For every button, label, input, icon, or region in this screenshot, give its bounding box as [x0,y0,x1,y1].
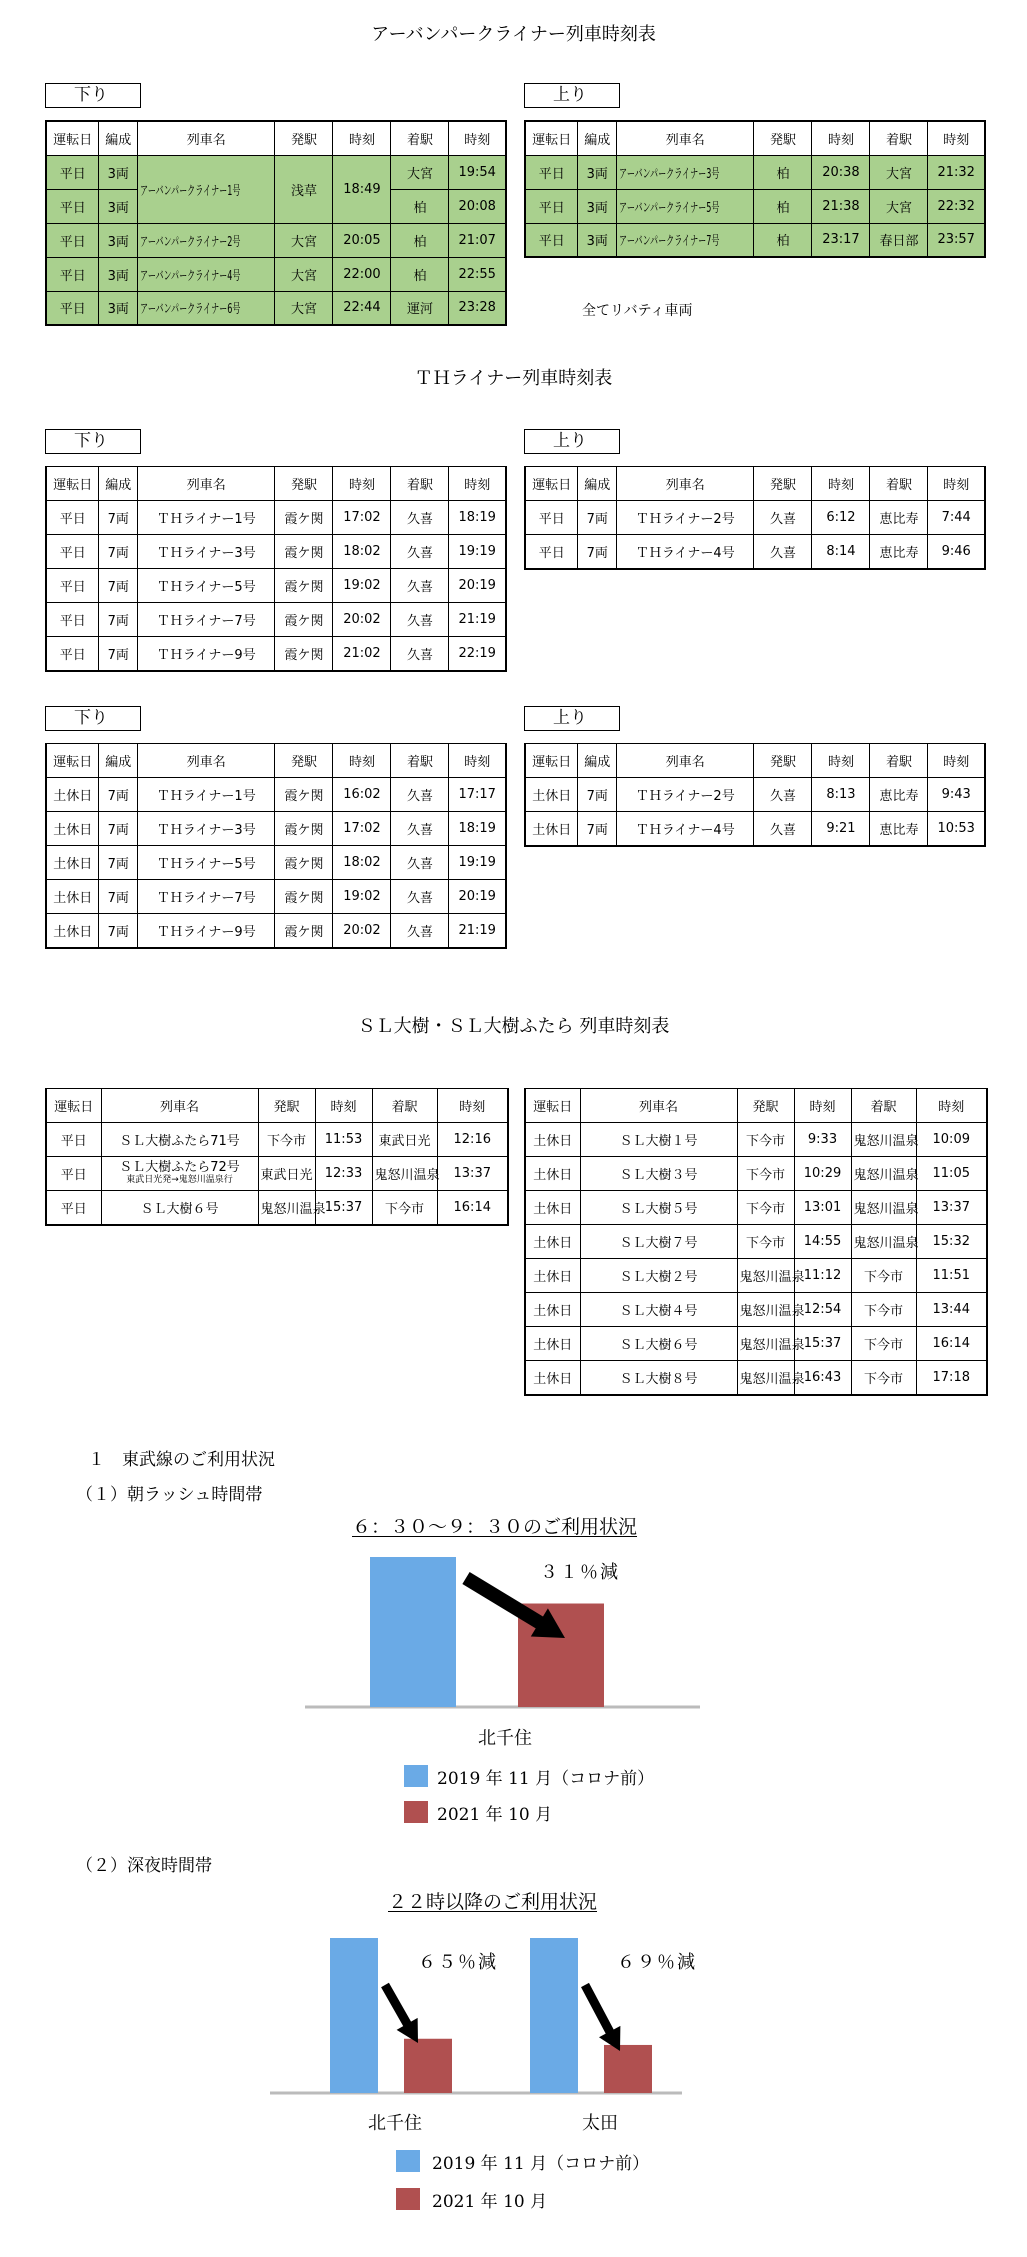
morning-subheading: （１）朝ラッシュ時間帯 [76,1485,263,1505]
th-holiday-up-table [524,743,986,847]
table-row: 平日 7両 ＴＨライナー3号 霞ケ関 18:02 久喜 19:19 [46,535,506,569]
urban-park-liner-title: アーバンパークライナー列車時刻表 [371,24,656,45]
table-row: 平日 3両 アーバンパークライナー6号 大宮 22:44 運河 23:28 [46,291,506,325]
table-header-row: 運転日 編成 列車名 発駅 時刻 着駅 時刻 [46,744,506,778]
table-row: 土休日 ＳＬ大樹２号 鬼怒川温泉 11:12 下今市 11:51 [525,1259,987,1293]
table-row: 土休日 ＳＬ大樹５号 下今市 13:01 鬼怒川温泉 13:37 [525,1191,987,1225]
table-header-row: 運転日 編成 列車名 発駅 時刻 着駅 時刻 [525,467,985,501]
table-header-row: 運転日 編成 列車名 発駅 時刻 着駅 時刻 [525,121,985,155]
bar-before-0 [370,1557,456,1707]
urban-park-down-table [45,120,507,326]
decrease-arrow-1 [581,1983,620,2051]
liberty-note: 全てリバティ車両 [582,303,693,319]
table-header-row: 運転日 列車名 発駅 時刻 着駅 時刻 [525,1089,987,1123]
table-row: 平日 7両 ＴＨライナー4号 久喜 8:14 恵比寿 9:46 [525,535,985,569]
table-row: 平日 7両 ＴＨライナー5号 霞ケ関 19:02 久喜 20:19 [46,569,506,603]
table-row: 土休日 ＳＬ大樹７号 下今市 14:55 鬼怒川温泉 15:32 [525,1225,987,1259]
table-row: 土休日 7両 ＴＨライナー3号 霞ケ関 17:02 久喜 18:19 [46,812,506,846]
table-row: 平日 3両 アーバンパークライナー1号 浅草 18:49 大宮 19:54 [46,155,506,189]
table-row: 平日 ＳＬ大樹ふたら72号 東武日光発→鬼怒川温泉行 東武日光 12:33 鬼怒川温泉 13:37 [46,1157,508,1191]
down-label: 下り [45,429,141,454]
table-row: 土休日 ＳＬ大樹８号 鬼怒川温泉 16:43 下今市 17:18 [525,1361,987,1395]
th-weekday-down-table [45,466,507,672]
table-row: 平日 3両 柏 20:08 [46,189,506,223]
category-label: 北千住 [368,2113,422,2134]
night-decrease-label-2: ６９％減 [617,1952,697,1973]
table-row: 土休日 ＳＬ大樹３号 下今市 10:29 鬼怒川温泉 11:05 [525,1157,987,1191]
table-row: 土休日 7両 ＴＨライナー7号 霞ケ関 19:02 久喜 20:19 [46,880,506,914]
urban-park-up-table [524,120,986,258]
th-weekday-up-table [524,466,986,570]
legend-label-before: 2019 年 11 月（コロナ前） [437,1769,655,1789]
decrease-arrow-0 [381,1983,418,2043]
table-row: 平日 7両 ＴＨライナー1号 霞ケ関 17:02 久喜 18:19 [46,501,506,535]
up-label: 上り [524,706,620,731]
table-row: 平日 7両 ＴＨライナー7号 霞ケ関 20:02 久喜 21:19 [46,603,506,637]
morning-decrease-label: ３１％減 [540,1562,620,1583]
bar-before-1 [530,1938,578,2093]
night-chart-title: ２２時以降のご利用状況 [388,1891,598,1913]
up-label: 上り [524,429,620,454]
category-label: 北千住 [478,1728,532,1749]
bar-after-1 [604,2045,652,2093]
legend-swatch-after [404,1801,428,1823]
table-row: 平日 3両 アーバンパークライナー3号 柏 20:38 大宮 21:32 [525,155,985,189]
table-row: 土休日 7両 ＴＨライナー1号 霞ケ関 16:02 久喜 17:17 [46,778,506,812]
table-row: 平日 3両 アーバンパークライナー2号 大宮 20:05 柏 21:07 [46,223,506,257]
up-label: 上り [524,83,620,108]
table-row: 土休日 7両 ＴＨライナー4号 久喜 9:21 恵比寿 10:53 [525,812,985,846]
category-label: 太田 [582,2113,618,2134]
down-label: 下り [45,83,141,108]
table-header-row: 運転日 編成 列車名 発駅 時刻 着駅 時刻 [46,467,506,501]
sl-holiday-table [524,1088,988,1396]
table-row: 土休日 ＳＬ大樹１号 下今市 9:33 鬼怒川温泉 10:09 [525,1123,987,1157]
table-row: 平日 3両 アーバンパークライナー7号 柏 23:17 春日部 23:57 [525,223,985,257]
morning-chart-title: ６：３０～９：３０のご利用状況 [352,1516,638,1538]
table-header-row: 運転日 編成 列車名 発駅 時刻 着駅 時刻 [46,121,506,155]
night-usage-chart [0,1925,1027,2115]
table-header-row: 運転日 列車名 発駅 時刻 着駅 時刻 [46,1089,508,1123]
table-row: 土休日 ＳＬ大樹６号 鬼怒川温泉 15:37 下今市 16:14 [525,1327,987,1361]
legend-swatch-after [396,2188,420,2210]
legend-label-after: 2021 年 10 月 [432,2192,548,2212]
table-row: 土休日 7両 ＴＨライナー5号 霞ケ関 18:02 久喜 19:19 [46,846,506,880]
table-row: 平日 ＳＬ大樹６号 鬼怒川温泉 15:37 下今市 16:14 [46,1191,508,1225]
table-row: 土休日 ＳＬ大樹４号 鬼怒川温泉 12:54 下今市 13:44 [525,1293,987,1327]
table-row: 平日 ＳＬ大樹ふたら71号 下今市 11:53 東武日光 12:16 [46,1123,508,1157]
legend-label-before: 2019 年 11 月（コロナ前） [432,2154,650,2174]
table-row: 土休日 7両 ＴＨライナー2号 久喜 8:13 恵比寿 9:43 [525,778,985,812]
sl-weekday-table [45,1088,509,1226]
usage-heading: １ 東武線のご利用状況 [88,1450,275,1470]
table-row: 平日 3両 アーバンパークライナー4号 大宮 22:00 柏 22:55 [46,257,506,291]
bar-after-0 [404,2039,452,2093]
legend-label-after: 2021 年 10 月 [437,1805,553,1825]
legend-swatch-before [396,2150,420,2172]
table-header-row: 運転日 編成 列車名 発駅 時刻 着駅 時刻 [525,744,985,778]
night-decrease-label-1: ６５％減 [418,1952,498,1973]
table-row: 平日 7両 ＴＨライナー9号 霞ケ関 21:02 久喜 22:19 [46,637,506,671]
table-row: 土休日 7両 ＴＨライナー9号 霞ケ関 20:02 久喜 21:19 [46,914,506,948]
bar-before-0 [330,1938,378,2093]
sl-taiju-title: ＳＬ大樹・ＳＬ大樹ふたら 列車時刻表 [357,1016,670,1037]
table-row: 平日 7両 ＴＨライナー2号 久喜 6:12 恵比寿 7:44 [525,501,985,535]
table-row: 平日 3両 アーバンパークライナー5号 柏 21:38 大宮 22:32 [525,189,985,223]
morning-usage-chart [0,1540,1027,1720]
down-label: 下り [45,706,141,731]
night-subheading: （２）深夜時間帯 [76,1856,212,1876]
th-holiday-down-table [45,743,507,949]
th-liner-title: ＴＨライナー列車時刻表 [414,368,613,389]
legend-swatch-before [404,1765,428,1787]
